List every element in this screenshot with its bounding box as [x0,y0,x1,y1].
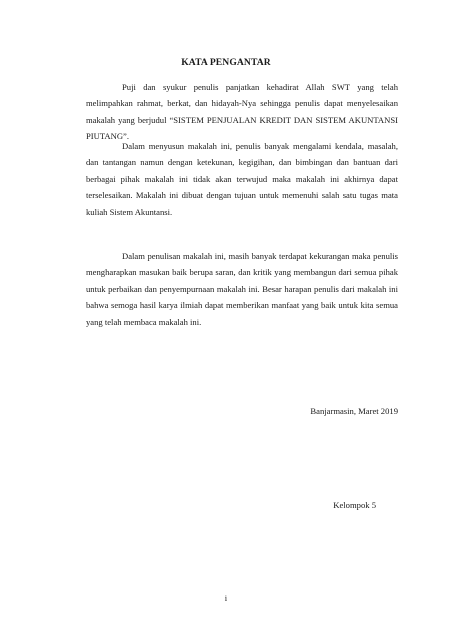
page-number: i [224,593,228,603]
author-signature: Kelompok 5 [333,500,376,510]
paragraph-process: Dalam menyusun makalah ini, penulis banyak mengalami kendala, masalah, dan tantangan namun dengan ketekunan, kegigihan, dan bimbingan dan bantuan dari berbagai pihak makalah ini tidak akan terwujud maka makalah ini akhirnya dapat terselesaikan. Makalah ini dibuat dengan tujuan untuk memenuhi salah satu tugas mata kuliah Sistem Akuntansi. [86,141,398,217]
paragraph-closing: Dalam penulisan makalah ini, masih banyak terdapat kekurangan maka penulis mengharapkan masukan baik berupa saran, dan kritik yang membangun dari semua pihak untuk perbaikan dan penyempurnaan makalah ini. Besar harapan penulis dari makalah ini bahwa semoga hasil karya ilmiah dapat memberikan manfaat yang baik untuk kita semua yang telah membaca makalah ini. [86,251,398,327]
paragraph-opening: Puji dan syukur penulis panjatkan kehadirat Allah SWT yang telah melimpahkan rahmat, berkat, dan hidayah-Nya sehingga penulis dapat menyelesaikan makalah yang berjudul “SISTEM PENJUALAN KREDIT DAN SISTEM AKUNTANSI PIUTANG”. [86,82,398,142]
page-title: KATA PENGANTAR [181,57,271,68]
place-and-date: Banjarmasin, Maret 2019 [310,406,398,416]
